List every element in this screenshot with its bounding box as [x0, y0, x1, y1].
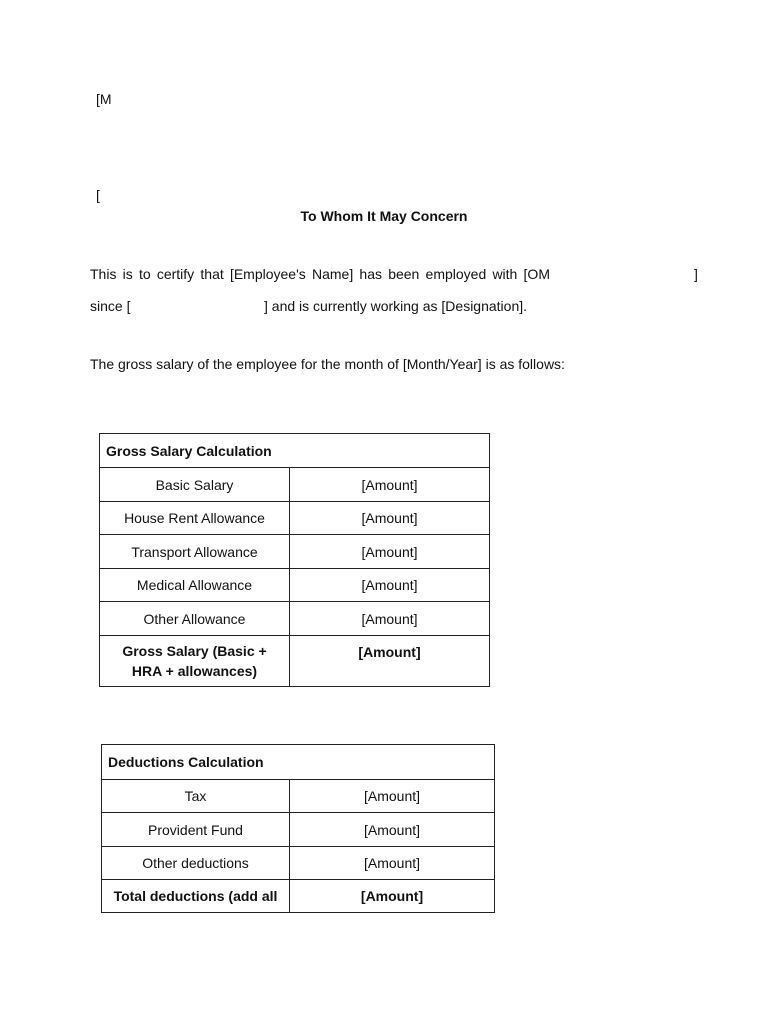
- row-label: Provident Fund: [102, 813, 290, 847]
- table-row: [100, 535, 490, 569]
- row-label: Basic Salary: [100, 468, 290, 502]
- row-label: Tax: [102, 780, 290, 813]
- table-row: [100, 502, 490, 535]
- row-amount: [Amount]: [290, 535, 490, 569]
- table-total-row: [102, 880, 495, 913]
- table-row: [100, 468, 490, 502]
- table-row: [102, 780, 495, 813]
- gross-table-title: Gross Salary Calculation: [100, 434, 490, 468]
- table-row: [100, 569, 490, 602]
- salary-intro: The gross salary of the employee for the month of [Month/Year] is as follows:: [90, 356, 565, 372]
- table-row: [100, 602, 490, 636]
- letter-title: To Whom It May Concern: [300, 208, 468, 224]
- paragraph-line-2-start: since [: [90, 298, 131, 314]
- row-label: Transport Allowance: [100, 535, 290, 569]
- paragraph-line-1-bracket: ]: [694, 266, 698, 282]
- row-label: Medical Allowance: [100, 569, 290, 602]
- row-amount: [Amount]: [290, 502, 490, 535]
- header-fragment-1: [M: [96, 91, 112, 107]
- header-fragment-2: [: [96, 187, 100, 203]
- deductions-table-title: Deductions Calculation: [102, 745, 495, 780]
- paragraph-line-1: This is to certify that [Employee's Name] has been employed with [OM: [90, 266, 550, 282]
- total-label: Gross Salary (Basic + HRA + allowances): [100, 636, 290, 687]
- table-total-row: [100, 636, 490, 687]
- row-amount: [Amount]: [290, 847, 495, 880]
- row-label: House Rent Allowance: [100, 502, 290, 535]
- gross-salary-table: [99, 433, 490, 687]
- table-row: [102, 813, 495, 847]
- deductions-table: [101, 744, 495, 913]
- total-label: Total deductions (add all: [102, 880, 290, 913]
- row-label: Other Allowance: [100, 602, 290, 636]
- row-amount: [Amount]: [290, 569, 490, 602]
- row-amount: [Amount]: [290, 780, 495, 813]
- row-amount: [Amount]: [290, 813, 495, 847]
- row-label: Other deductions: [102, 847, 290, 880]
- row-amount: [Amount]: [290, 602, 490, 636]
- total-amount: [Amount]: [290, 880, 495, 913]
- paragraph-line-2-end: ] and is currently working as [Designation].: [264, 298, 528, 314]
- table-row: [102, 847, 495, 880]
- row-amount: [Amount]: [290, 468, 490, 502]
- total-amount: [Amount]: [290, 636, 490, 687]
